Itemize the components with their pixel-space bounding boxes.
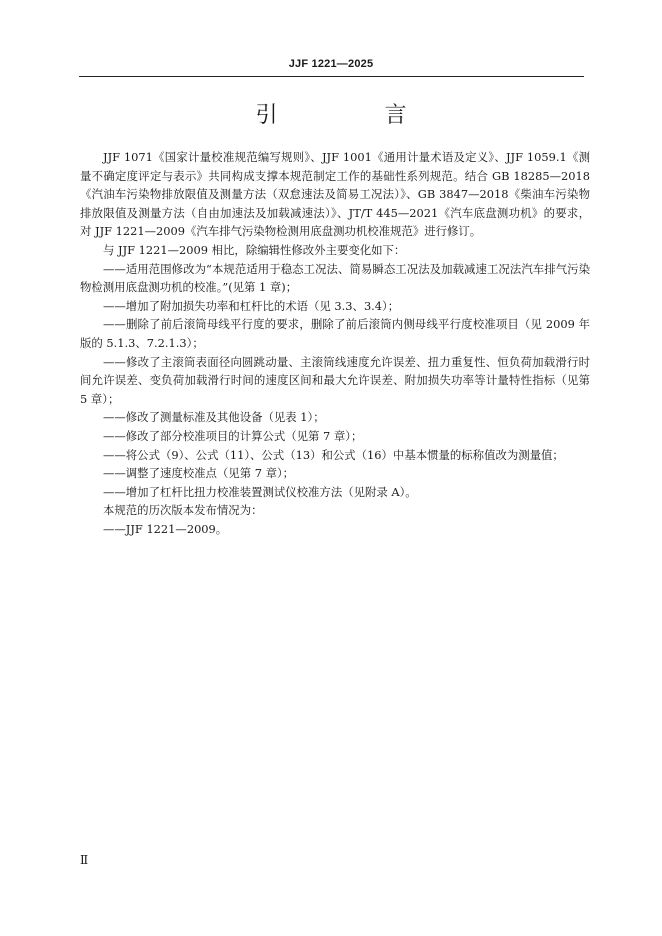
change-item: ——将公式（9）、公式（11）、公式（13）和公式（16）中基本惯量的标称值改为测量值； (103, 447, 564, 462)
history-item: ——JJF 1221—2009。 (103, 521, 228, 536)
change-item: ——修改了部分校准项目的计算公式（见第 7 章）； (103, 428, 363, 443)
page-title: 引 言 (255, 103, 457, 128)
document-code-header: JJF 1221—2025 (288, 58, 374, 70)
change-item: ——增加了杠杆比扭力校准装置测试仪校准方法（见附录 A）。 (103, 484, 417, 499)
change-item: ——修改了主滚筒表面径向圆跳动量、主滚筒线速度允许误差、扭力重复性、恒负荷加载滑行时间允许误差、变负荷加载滑行时间的速度区间和最大允许误差、附加损失功率等计量特性指标（见第 5 章）； (80, 354, 590, 406)
change-item: ——删除了前后滚筒母线平行度的要求，删除了前后滚筒内侧母线平行度校准项目（见 2009 年版的 5.1.3、7.2.1.3）； (80, 317, 590, 350)
change-item: ——适用范围修改为“本规范适用于稳态工况法、简易瞬态工况法及加载减速工况法汽车排气污染物检测用底盘测功机的校准。”(见第 1 章)； (80, 261, 590, 295)
page-number: Ⅱ (80, 853, 89, 867)
changes-lead: 与 JJF 1221—2009 相比，除编辑性修改外主要变化如下： (103, 242, 406, 257)
intro-paragraph: JJF 1071《国家计量校准规范编写规则》、JJF 1001《通用计量术语及定义》、JJF 1059.1《测量不确定度评定与表示》共同构成支撑本规范制定工作的基础性系列规范。结合 GB 18285—2018《汽油车污染物排放限值及测量方法（双怠速法及简易工况法）》、GB 3847—2018《柴油车污染物排放限值及测量方法（自由加速法及加载减速法）》、JT/T 445—2021《汽车底盘测功机》的要求，对 JJF 1221—2009《汽车排气污染物检测用底盘测功机校准规范》进行修订。 (80, 150, 590, 239)
header-divider (79, 76, 584, 77)
change-item: ——增加了附加损失功率和杠杆比的术语（见 3.3、3.4）； (103, 298, 400, 313)
introduction-body (80, 148, 590, 538)
history-lead: 本规范的历次版本发布情况为： (103, 503, 263, 518)
change-item: ——修改了测量标准及其他设备（见表 1）； (103, 410, 325, 425)
change-item: ——调整了速度校准点（见第 7 章）； (103, 466, 295, 481)
